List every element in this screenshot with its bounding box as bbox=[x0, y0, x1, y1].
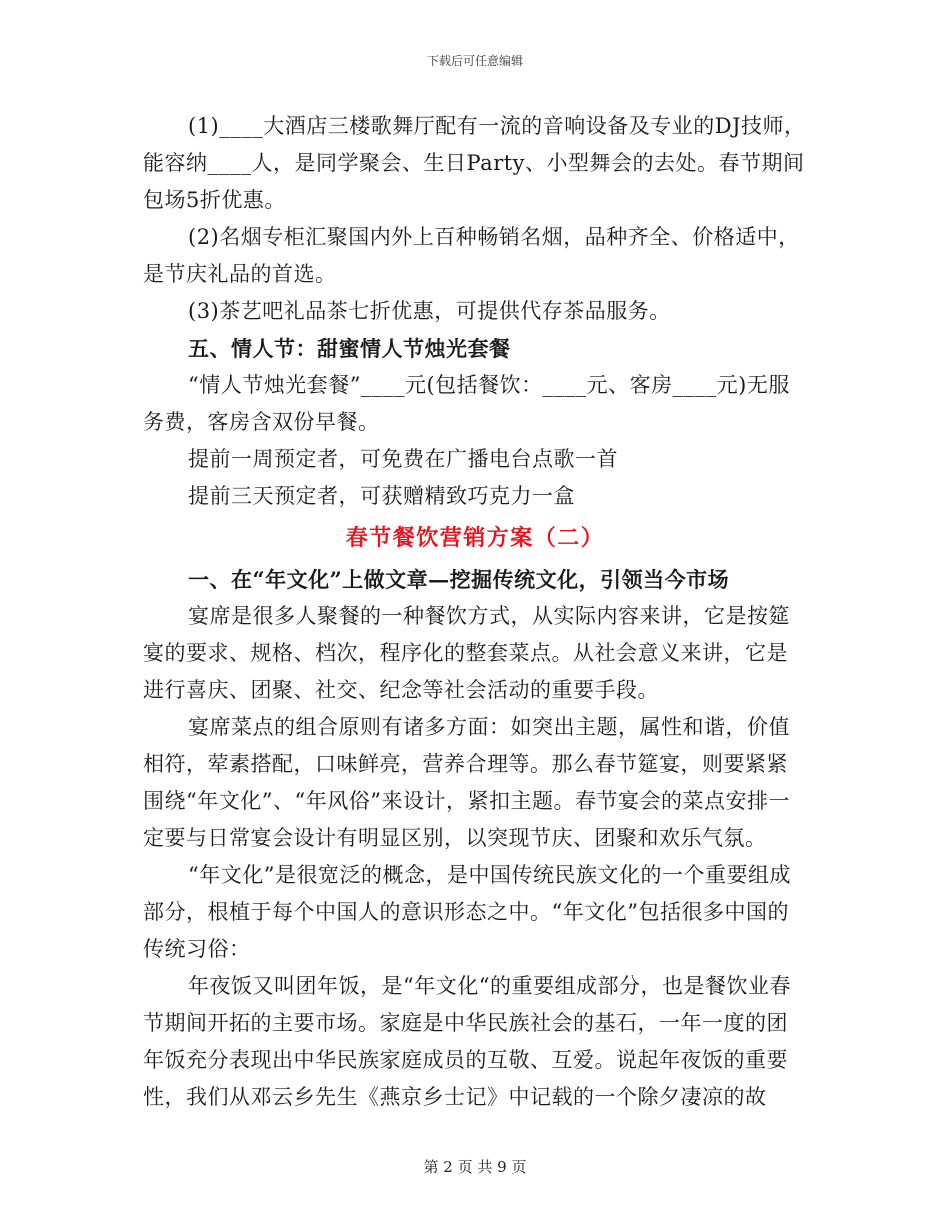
paragraph-new-year-culture: “年文化”是很宽泛的概念，是中国传统民族文化的一个重要组成部分，根植于每个中国人的意识形态之中。“年文化”包括很多中国的传统习俗： bbox=[143, 863, 791, 961]
paragraph-week-booking: 提前一周预定者，可免费在广播电台点歌一首 bbox=[188, 447, 618, 471]
header-note: 下载后可任意编辑 bbox=[426, 54, 523, 68]
paragraph-candlelight-package: “情人节烛光套餐”____元(包括餐饮：____元、客房____元)无服务费，客房含双份早餐。 bbox=[143, 373, 790, 434]
section-heading-valentines: 五、情人节：甜蜜情人节烛光套餐 bbox=[188, 336, 511, 361]
document-title: 春节餐饮营销方案（二） bbox=[345, 525, 605, 551]
paragraph-banquet-principles: 宴席菜点的组合原则有诸多方面：如突出主题，属性和谐，价值相符，荤素搭配，口味鲜亮，营养合理等。那么春节筵宴，则要紧紧围绕“年文化”、“年风俗”来设计，紧扣主题。春节宴会的菜点安排一定要与日常宴会设计有明显区别，以突现节庆、团聚和欢乐气氛。 bbox=[143, 715, 790, 850]
section-heading-new-year-culture: 一、在“年文化”上做文章—挖掘传统文化，引领当今市场 bbox=[188, 567, 730, 592]
paragraph-karaoke-hall: (1)____大酒店三楼歌舞厅配有一流的音响设备及专业的DJ技师，能容纳____人，是同学聚会、生日Party、小型舞会的去处。春节期间包场5折优惠。 bbox=[143, 114, 806, 212]
paragraph-cigarette-counter: (2)名烟专柜汇聚国内外上百种畅销名烟，品种齐全、价格适中，是节庆礼品的首选。 bbox=[143, 225, 800, 286]
page-number: 第 2 页 共 9 页 bbox=[423, 1158, 527, 1176]
paragraph-tea-bar: (3)茶艺吧礼品茶七折优惠，可提供代存茶品服务。 bbox=[188, 299, 671, 323]
paragraph-reunion-dinner: 年夜饭又叫团年饭，是“年文化“的重要组成部分，也是餐饮业春节期间开拓的主要市场。家庭是中华民族社会的基石，一年一度的团年饭充分表现出中华民族家庭成员的互敬、互爱。说起年夜饭的重要性，我们从邓云乡先生《燕京乡士记》中记载的一个除夕凄凉的故 bbox=[143, 974, 791, 1109]
paragraph-banquet-definition: 宴席是很多人聚餐的一种餐饮方式，从实际内容来讲，它是按筵宴的要求、规格、档次，程序化的整套菜点。从社会意义来讲，它是进行喜庆、团聚、社交、纪念等社会活动的重要手段。 bbox=[143, 604, 790, 702]
paragraph-three-day-booking: 提前三天预定者，可获赠精致巧克力一盒 bbox=[188, 484, 575, 508]
document-body bbox=[143, 108, 807, 1116]
